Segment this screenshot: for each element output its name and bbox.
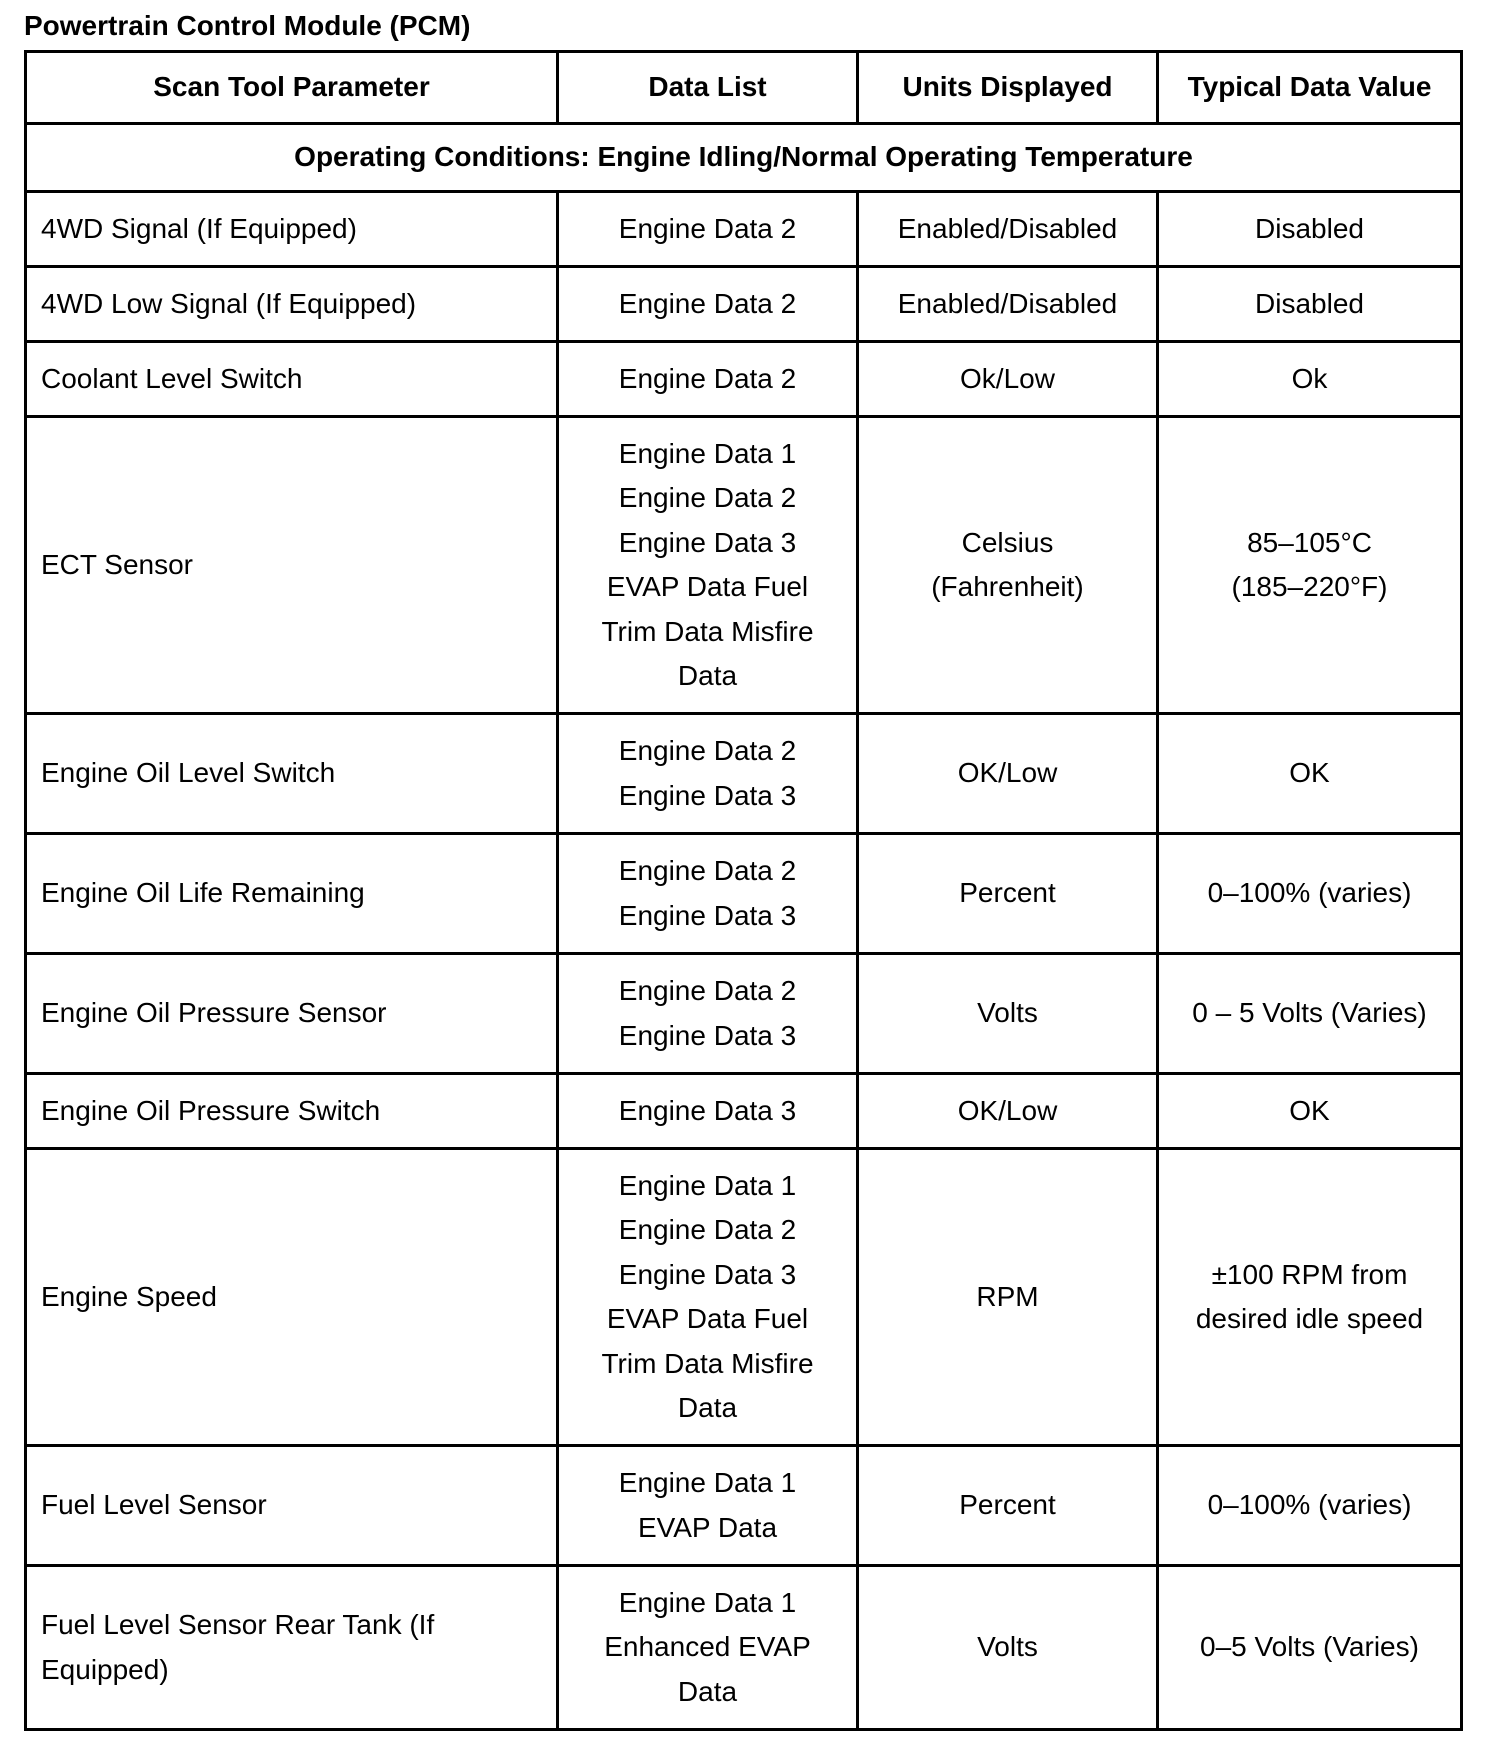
- cell-data-list: [558, 1446, 858, 1566]
- cell-line: ECT Sensor: [41, 548, 193, 580]
- cell-parameter: [26, 342, 558, 417]
- cell-data-list: [558, 417, 858, 714]
- pcm-data-table: [24, 50, 1463, 1731]
- cell-typical-value: [1158, 1566, 1462, 1730]
- cell-units: [858, 714, 1158, 834]
- cell-line: Engine Data 3: [618, 1094, 797, 1126]
- cell-line: Engine Data 3: [618, 526, 797, 558]
- cell-line: Data: [677, 1675, 738, 1707]
- cell-line: Volts: [977, 1631, 1038, 1663]
- cell-units: [858, 1149, 1158, 1446]
- cell-line: Engine Data 3: [618, 1019, 797, 1051]
- operating-conditions-heading: Operating Conditions: Engine Idling/Normal Operating Temperature: [26, 124, 1462, 192]
- cell-line: Ok: [1291, 362, 1328, 394]
- table-row: [26, 267, 1462, 342]
- cell-line: Percent: [959, 1489, 1056, 1521]
- cell-line: desired idle speed: [1195, 1303, 1424, 1334]
- cell-line: (Fahrenheit): [931, 571, 1084, 602]
- cell-line: Data: [677, 660, 738, 691]
- cell-line: 0–100% (varies): [1207, 1489, 1412, 1521]
- cell-typical-value: [1158, 192, 1462, 267]
- cell-parameter: [26, 192, 558, 267]
- cell-line: Equipped): [41, 1653, 169, 1685]
- cell-typical-value: [1158, 417, 1462, 714]
- document-title: Powertrain Control Module (PCM): [24, 10, 471, 41]
- cell-typical-value: [1158, 834, 1462, 954]
- cell-line: Fuel Level Sensor: [41, 1489, 267, 1521]
- cell-data-list: [558, 954, 858, 1074]
- cell-parameter: [26, 714, 558, 834]
- cell-typical-value: [1158, 342, 1462, 417]
- cell-typical-value: [1158, 267, 1462, 342]
- cell-data-list: [558, 267, 858, 342]
- cell-line: Engine Speed: [41, 1280, 217, 1312]
- cell-line: Engine Data 3: [618, 1258, 797, 1290]
- cell-line: 85–105°C: [1247, 526, 1372, 558]
- cell-data-list: [558, 834, 858, 954]
- cell-line: Fuel Level Sensor Rear Tank (If: [41, 1609, 435, 1640]
- cell-line: EVAP Data Fuel: [606, 571, 809, 602]
- table-row: [26, 714, 1462, 834]
- cell-line: Percent: [959, 877, 1056, 909]
- cell-line: Enabled/Disabled: [897, 287, 1118, 319]
- cell-units: [858, 1566, 1158, 1730]
- cell-typical-value: [1158, 954, 1462, 1074]
- cell-line: Engine Data 3: [618, 899, 797, 931]
- cell-line: Engine Data 2: [618, 212, 797, 244]
- cell-line: Engine Data 2: [618, 362, 797, 394]
- cell-line: Disabled: [1255, 287, 1364, 319]
- cell-typical-value: [1158, 1446, 1462, 1566]
- cell-line: Engine Data 2: [618, 1214, 797, 1245]
- cell-parameter: [26, 267, 558, 342]
- cell-line: Celsius: [961, 526, 1054, 558]
- cell-line: Engine Data 2: [618, 482, 797, 513]
- cell-line: Engine Data 1: [618, 1586, 797, 1618]
- table-row: [26, 1149, 1462, 1446]
- cell-line: OK: [1289, 1094, 1330, 1126]
- cell-line: Enhanced EVAP: [604, 1631, 811, 1663]
- cell-units: [858, 954, 1158, 1074]
- cell-line: Trim Data Misfire: [601, 1347, 814, 1379]
- table-row: [26, 1074, 1462, 1149]
- header-row: [26, 52, 1462, 124]
- header-scan-tool-parameter: Scan Tool Parameter: [26, 52, 558, 124]
- cell-line: Engine Data 2: [618, 287, 797, 319]
- cell-typical-value: [1158, 1149, 1462, 1446]
- cell-line: Trim Data Misfire: [601, 615, 814, 647]
- cell-line: 4WD Signal (If Equipped): [41, 212, 357, 244]
- cell-data-list: [558, 1566, 858, 1730]
- cell-line: ±100 RPM from: [1211, 1258, 1408, 1290]
- cell-line: Engine Data 2: [618, 735, 797, 766]
- cell-units: [858, 417, 1158, 714]
- cell-data-list: [558, 1149, 858, 1446]
- cell-line: Enabled/Disabled: [897, 212, 1118, 244]
- cell-data-list: [558, 342, 858, 417]
- cell-parameter: [26, 1446, 558, 1566]
- cell-line: Volts: [977, 997, 1038, 1029]
- cell-line: 0–5 Volts (Varies): [1200, 1631, 1419, 1663]
- cell-line: Ok/Low: [960, 362, 1055, 394]
- cell-line: Engine Oil Pressure Sensor: [41, 997, 387, 1029]
- cell-parameter: [26, 954, 558, 1074]
- cell-units: [858, 1446, 1158, 1566]
- cell-parameter: [26, 834, 558, 954]
- table-row: [26, 342, 1462, 417]
- table-row: [26, 417, 1462, 714]
- cell-line: 0–100% (varies): [1207, 877, 1412, 909]
- cell-units: [858, 267, 1158, 342]
- cell-line: Engine Oil Level Switch: [41, 757, 336, 789]
- cell-units: [858, 342, 1158, 417]
- header-units-displayed: Units Displayed: [858, 52, 1158, 124]
- cell-units: [858, 192, 1158, 267]
- cell-units: [858, 1074, 1158, 1149]
- cell-line: 4WD Low Signal (If Equipped): [41, 287, 417, 319]
- cell-line: Disabled: [1255, 212, 1364, 244]
- cell-parameter: [26, 1074, 558, 1149]
- cell-line: (185–220°F): [1231, 571, 1388, 602]
- cell-line: OK/Low: [957, 1094, 1058, 1126]
- table-row: [26, 954, 1462, 1074]
- cell-line: OK: [1289, 757, 1330, 789]
- cell-line: Engine Oil Pressure Switch: [41, 1094, 381, 1126]
- table-row: [26, 1566, 1462, 1730]
- table-row: [26, 834, 1462, 954]
- cell-line: Engine Data 1: [618, 1169, 797, 1201]
- header-data-list: Data List: [558, 52, 858, 124]
- cell-line: Engine Data 2: [618, 975, 797, 1006]
- header-typical-data-value: Typical Data Value: [1158, 52, 1462, 124]
- cell-line: Engine Data 3: [618, 779, 797, 811]
- cell-line: OK/Low: [957, 757, 1058, 789]
- cell-line: EVAP Data: [637, 1511, 778, 1543]
- cell-line: Engine Data 1: [618, 1467, 797, 1498]
- cell-line: 0 – 5 Volts (Varies): [1192, 997, 1427, 1029]
- cell-data-list: [558, 714, 858, 834]
- cell-line: Engine Data 2: [618, 855, 797, 886]
- cell-data-list: [558, 1074, 858, 1149]
- cell-parameter: [26, 417, 558, 714]
- table-row: [26, 192, 1462, 267]
- cell-line: Data: [677, 1392, 738, 1423]
- cell-line: Engine Data 1: [618, 437, 797, 469]
- cell-line: RPM: [976, 1280, 1039, 1312]
- cell-typical-value: [1158, 714, 1462, 834]
- cell-parameter: [26, 1149, 558, 1446]
- cell-line: EVAP Data Fuel: [606, 1303, 809, 1334]
- cell-line: Coolant Level Switch: [41, 362, 303, 394]
- table-row: [26, 1446, 1462, 1566]
- cell-parameter: [26, 1566, 558, 1730]
- section-row: [26, 124, 1462, 192]
- cell-units: [858, 834, 1158, 954]
- cell-line: Engine Oil Life Remaining: [41, 877, 365, 909]
- cell-typical-value: [1158, 1074, 1462, 1149]
- cell-data-list: [558, 192, 858, 267]
